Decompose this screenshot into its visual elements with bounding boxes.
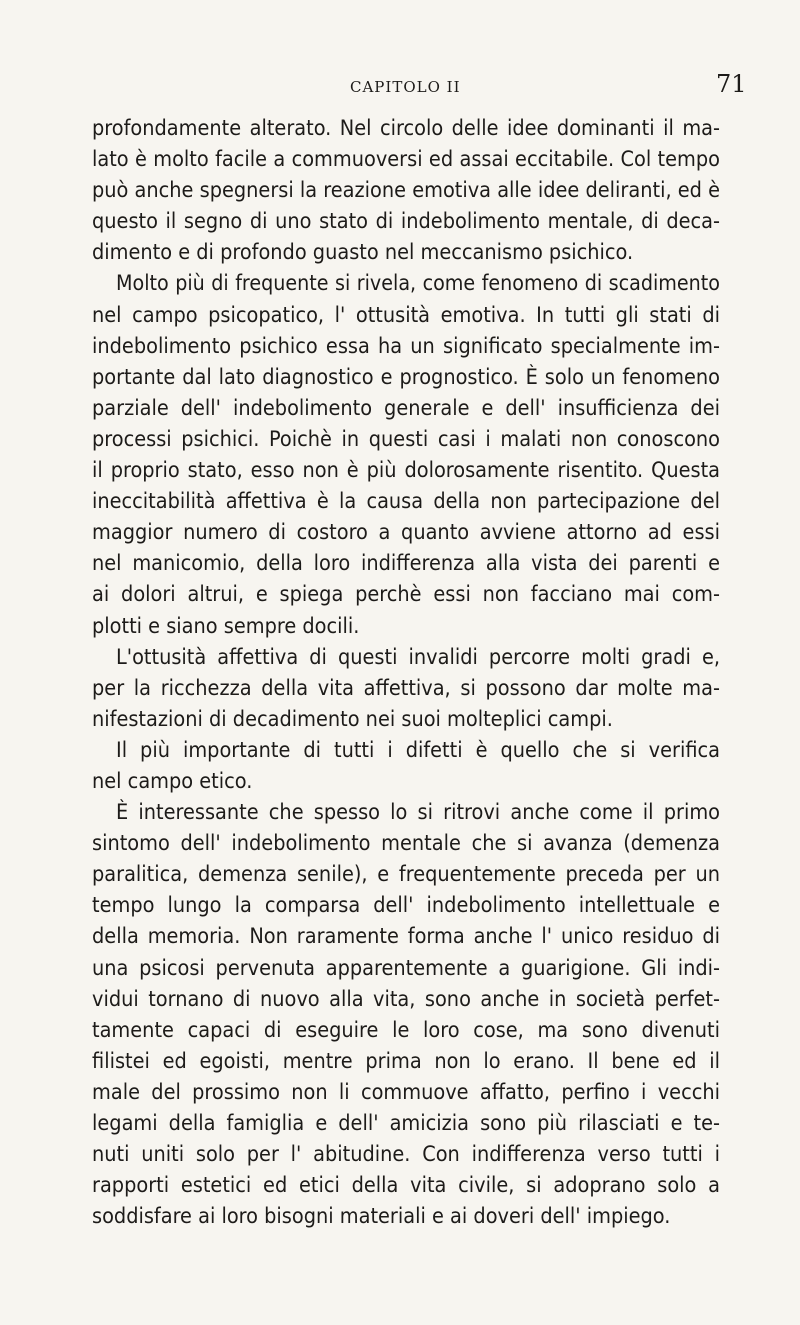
text-line: una psicosi pervenuta apparentemente a guarigione. Gli indi- (92, 955, 720, 981)
text-line: può anche spegnersi la reazione emotiva alle idee deliranti, ed è (92, 178, 720, 204)
text-line: nel campo psicopatico, l' ottusità emotiva. In tutti gli stati di (92, 302, 720, 328)
text-line: della memoria. Non raramente forma anche l' unico residuo di (92, 924, 720, 950)
body-text (92, 113, 720, 1313)
text-line: questo il segno di uno stato di indebolimento mentale, di deca- (92, 209, 720, 235)
text-line: tamente capaci di eseguire le loro cose, ma sono divenuti (92, 1017, 720, 1043)
paragraph (92, 113, 720, 268)
text-line: processi psichici. Poichè in questi casi i malati non conoscono (92, 426, 720, 452)
text-line: tempo lungo la comparsa dell' indebolimento intellettuale e (92, 893, 720, 919)
text-line: soddisfare ai loro bisogni materiali e ai doveri dell' impiego. (92, 1204, 671, 1230)
text-line: nuti uniti solo per l' abitudine. Con indifferenza verso tutti i (92, 1142, 720, 1168)
paragraph (92, 735, 720, 797)
text-line: legami della famiglia e dell' amicizia sono più rilasciati e te- (92, 1111, 720, 1136)
text-line: nifestazioni di decadimento nei suoi molteplici campi. (92, 706, 613, 732)
text-line: Molto più di frequente si rivela, come fenomeno di scadimento (116, 271, 720, 297)
text-line: L'ottusità affettiva di questi invalidi percorre molti gradi e, (116, 644, 720, 670)
text-line: nel manicomio, della loro indifferenza alla vista dei parenti e (92, 551, 720, 577)
page-number: 71 (716, 70, 747, 98)
text-line: plotti e siano sempre docili. (92, 613, 360, 639)
text-line: nel campo etico. (92, 768, 253, 794)
text-line: rapporti estetici ed etici della vita civile, si adoprano solo a (92, 1173, 720, 1199)
text-line: per la ricchezza della vita affettiva, si possono dar molte ma- (92, 675, 720, 701)
text-line: ai dolori altrui, e spiega perchè essi non facciano mai com- (92, 582, 720, 608)
paragraph (92, 797, 720, 1232)
text-line: profondamente alterato. Nel circolo delle idee dominanti il ma- (92, 116, 720, 141)
text-line: filistei ed egoisti, mentre prima non lo erano. Il bene ed il (92, 1048, 720, 1074)
text-line: portante dal lato diagnostico e prognostico. È solo un fenomeno (92, 364, 720, 390)
text-line: Il più importante di tutti i difetti è quello che si verifica (116, 737, 720, 763)
text-line: paralitica, demenza senile), e frequentemente preceda per un (92, 862, 720, 888)
paragraph (92, 642, 720, 735)
text-line: È interessante che spesso lo si ritrovi anche come il primo (116, 800, 720, 826)
text-line: il proprio stato, esso non è più dolorosamente risentito. Questa (92, 458, 720, 484)
text-line: sintomo dell' indebolimento mentale che si avanza (demenza (92, 831, 720, 857)
text-line: ineccitabilità affettiva è la causa della non partecipazione del (92, 489, 720, 515)
running-head (0, 70, 800, 110)
text-line: male del prossimo non li commuove affatto, perfino i vecchi (92, 1079, 720, 1105)
text-line: vidui tornano di nuovo alla vita, sono anche in società perfet- (92, 986, 720, 1012)
paragraph (92, 268, 720, 641)
text-line: dimento e di profondo guasto nel meccanismo psichico. (92, 240, 634, 266)
text-line: parziale dell' indebolimento generale e dell' insufficienza dei (92, 395, 720, 421)
text-line: lato è molto facile a commuoversi ed assai eccitabile. Col tempo (92, 147, 720, 173)
chapter-title: CAPITOLO II (350, 78, 461, 96)
text-line: indebolimento psichico essa ha un significato specialmente im- (92, 333, 720, 359)
text-line: maggior numero di costoro a quanto avviene attorno ad essi (92, 520, 720, 546)
